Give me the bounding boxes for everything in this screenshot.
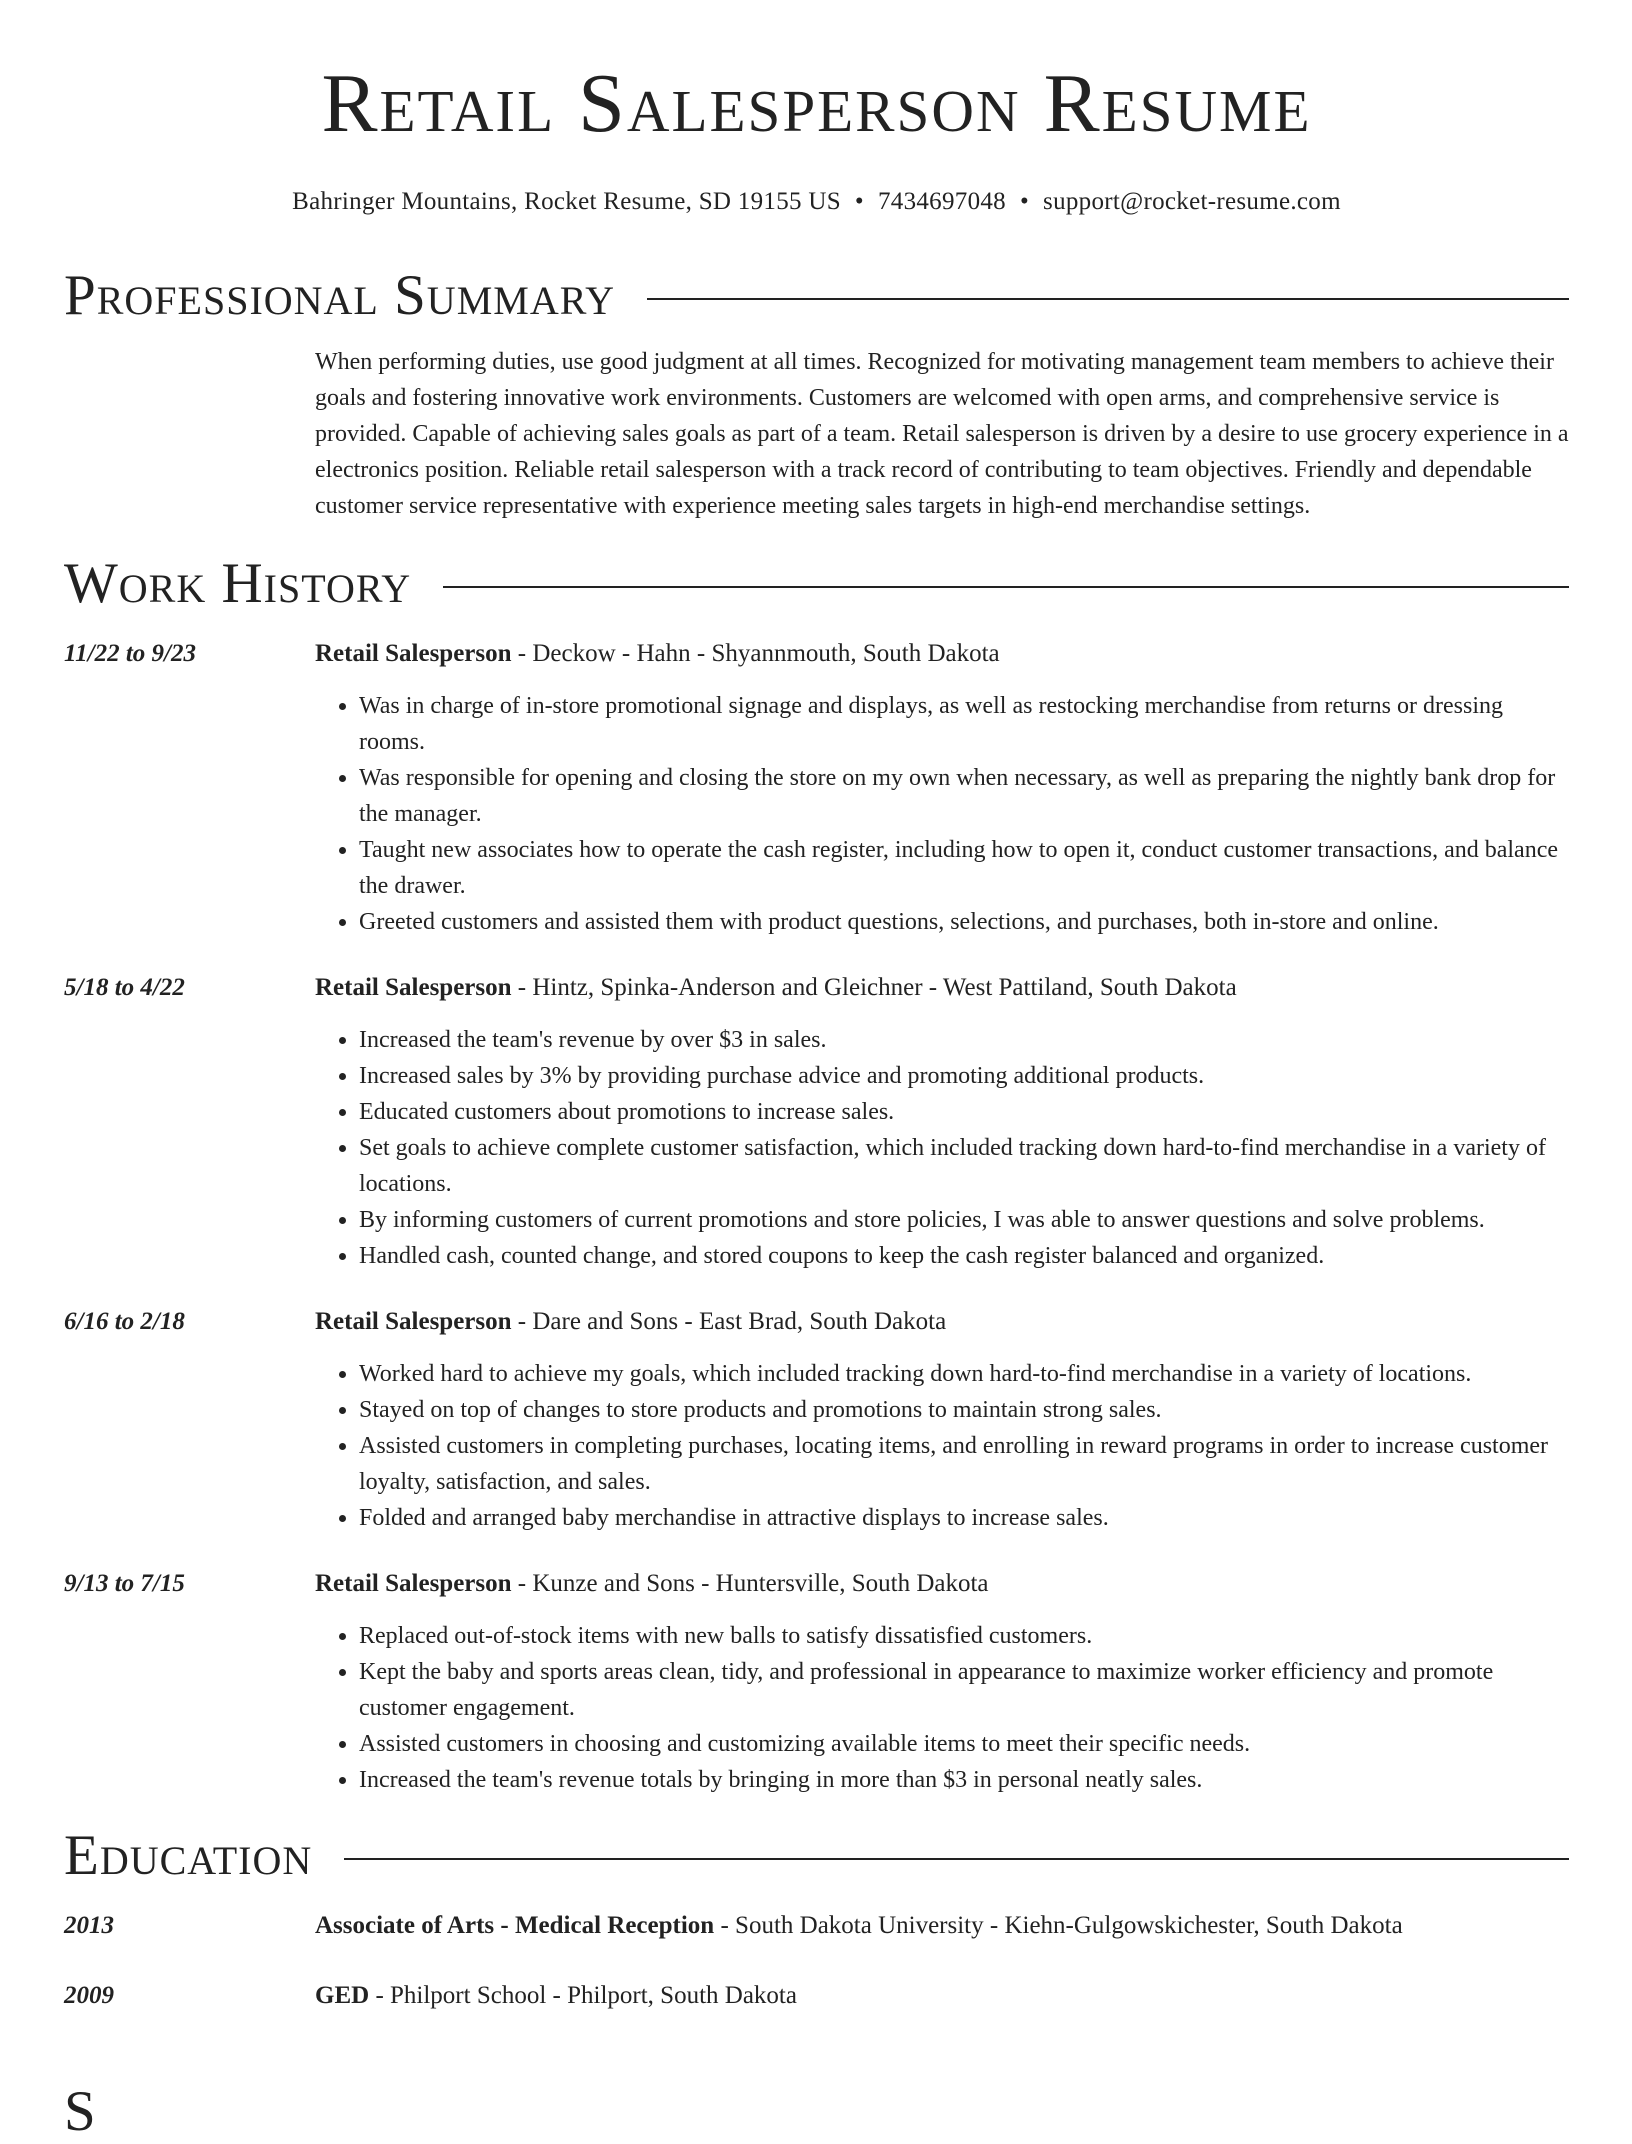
education-school-location: - Philport School - Philport, South Dakota xyxy=(369,1982,797,2009)
job-bullet: • Folded and arranged baby merchandise in attractive displays to increase sales. xyxy=(359,1500,1569,1536)
job-entry xyxy=(64,970,1569,1274)
job-employer-location: - Hintz, Spinka-Anderson and Gleichner - West Pattiland, South Dakota xyxy=(511,974,1237,1001)
education-body xyxy=(315,1908,1569,1944)
summary-section-header xyxy=(64,264,1569,328)
job-bullet: • Handled cash, counted change, and stored coupons to keep the cash register balanced and organized. xyxy=(359,1238,1569,1274)
job-bullet-list xyxy=(315,688,1569,940)
education-degree: GED xyxy=(315,1982,370,2009)
education-entry xyxy=(64,1978,1569,2014)
job-bullet: • Was responsible for opening and closing the store on my own when necessary, as well as preparing the nightly bank drop for the manager. xyxy=(359,760,1569,832)
job-header xyxy=(315,636,1569,672)
job-body xyxy=(315,636,1569,940)
job-bullet: • Worked hard to achieve my goals, which included tracking down hard-to-find merchandise in a variety of locations. xyxy=(359,1356,1569,1392)
job-bullet: • Assisted customers in choosing and customizing available items to meet their specific needs. xyxy=(359,1726,1569,1762)
education-body xyxy=(315,1978,1569,2014)
job-title: Retail Salesperson xyxy=(315,640,512,667)
job-employer-location: - Dare and Sons - East Brad, South Dakota xyxy=(511,1308,947,1335)
summary-text: When performing duties, use good judgment at all times. Recognized for motivating management team members to achieve their goals and fostering innovative work environments. Customers are welcomed with open arms, and comprehensive service is provided. Capable of achieving sales goals as part of a team. Retail salesperson is driven by a desire to use grocery experience in a electronics position. Reliable retail salesperson with a track record of contributing to team objectives. Friendly and dependable customer service representative with experience meeting sales targets in high-end merchandise settings. xyxy=(315,349,1569,519)
job-bullet: • Greeted customers and assisted them with product questions, selections, and purchases, both in-store and online. xyxy=(359,904,1569,940)
job-bullet: • Replaced out-of-stock items with new balls to satisfy dissatisfied customers. xyxy=(359,1618,1569,1654)
bullet-separator: • xyxy=(854,188,864,215)
job-bullet: • Was in charge of in-store promotional signage and displays, as well as restocking merchandise from returns or dressing rooms. xyxy=(359,688,1569,760)
job-dates: 6/16 to 2/18 xyxy=(64,1308,185,1335)
job-body xyxy=(315,1304,1569,1536)
section-divider xyxy=(647,298,1569,300)
job-bullet-list xyxy=(315,1022,1569,1274)
job-bullet: • Assisted customers in completing purchases, locating items, and enrolling in reward programs in order to increase customer loyalty, satisfaction, and sales. xyxy=(359,1428,1569,1500)
job-header xyxy=(315,1304,1569,1340)
work-history-heading: Work History xyxy=(64,552,412,615)
job-bullet: • Stayed on top of changes to store products and promotions to maintain strong sales. xyxy=(359,1392,1569,1428)
job-bullet: • By informing customers of current promotions and store policies, I was able to answer questions and solve problems. xyxy=(359,1202,1569,1238)
bullet-separator: • xyxy=(1019,188,1030,215)
job-bullet: • Kept the baby and sports areas clean, tidy, and professional in appearance to maximize worker efficiency and promote customer engagement. xyxy=(359,1654,1569,1726)
job-dates: 11/22 to 9/23 xyxy=(64,640,196,667)
job-title: Retail Salesperson xyxy=(315,974,512,1001)
job-header xyxy=(315,1566,1569,1602)
job-employer-location: - Deckow - Hahn - Shyannmouth, South Dakota xyxy=(511,640,1000,667)
job-bullet: • Increased the team's revenue totals by bringing in more than $3 in personal neatly sales. xyxy=(359,1762,1569,1798)
section-divider xyxy=(344,1858,1569,1860)
job-dates: 5/18 to 4/22 xyxy=(64,974,185,1001)
job-title: Retail Salesperson xyxy=(315,1308,512,1335)
job-title: Retail Salesperson xyxy=(315,1570,512,1597)
job-entry xyxy=(64,1566,1569,1798)
contact-address: Bahringer Mountains, Rocket Resume, SD 19155 US xyxy=(292,188,841,215)
education-heading: Education xyxy=(64,1824,313,1887)
education-section-header xyxy=(64,1824,1569,1888)
job-body xyxy=(315,970,1569,1274)
job-dates: 9/13 to 7/15 xyxy=(64,1570,185,1597)
section-divider xyxy=(443,586,1569,588)
education-degree: Associate of Arts - Medical Reception xyxy=(315,1912,715,1939)
job-bullet: • Taught new associates how to operate the cash register, including how to open it, conduct customer transactions, and balance the drawer. xyxy=(359,832,1569,904)
job-body xyxy=(315,1566,1569,1798)
contact-phone: 7434697048 xyxy=(877,188,1006,215)
job-entry xyxy=(64,636,1569,940)
job-bullet: • Increased sales by 3% by providing purchase advice and promoting additional products. xyxy=(359,1058,1569,1094)
education-school-location: - South Dakota University - Kiehn-Gulgowskichester, South Dakota xyxy=(714,1912,1403,1939)
contact-line xyxy=(64,186,1569,218)
contact-email: support@rocket-resume.com xyxy=(1043,188,1341,215)
job-bullet-list xyxy=(315,1618,1569,1798)
education-entry xyxy=(64,1908,1569,1944)
job-header xyxy=(315,970,1569,1006)
work-history-section-header xyxy=(64,552,1569,616)
summary-heading: Professional Summary xyxy=(64,264,616,327)
job-bullet: • Set goals to achieve complete customer satisfaction, which included tracking down hard-to-find merchandise in a variety of locations. xyxy=(359,1130,1569,1202)
job-bullet: • Increased the team's revenue by over $3 in sales. xyxy=(359,1022,1569,1058)
resume-title: Retail Salesperson Resume xyxy=(321,57,1312,150)
education-year: 2013 xyxy=(64,1912,114,1939)
next-section-heading-partial: S xyxy=(64,2080,96,2143)
job-entry xyxy=(64,1304,1569,1536)
job-bullet: • Educated customers about promotions to increase sales. xyxy=(359,1094,1569,1130)
job-employer-location: - Kunze and Sons - Huntersville, South Dakota xyxy=(511,1570,989,1597)
job-bullet-list xyxy=(315,1356,1569,1536)
education-year: 2009 xyxy=(64,1982,114,2009)
